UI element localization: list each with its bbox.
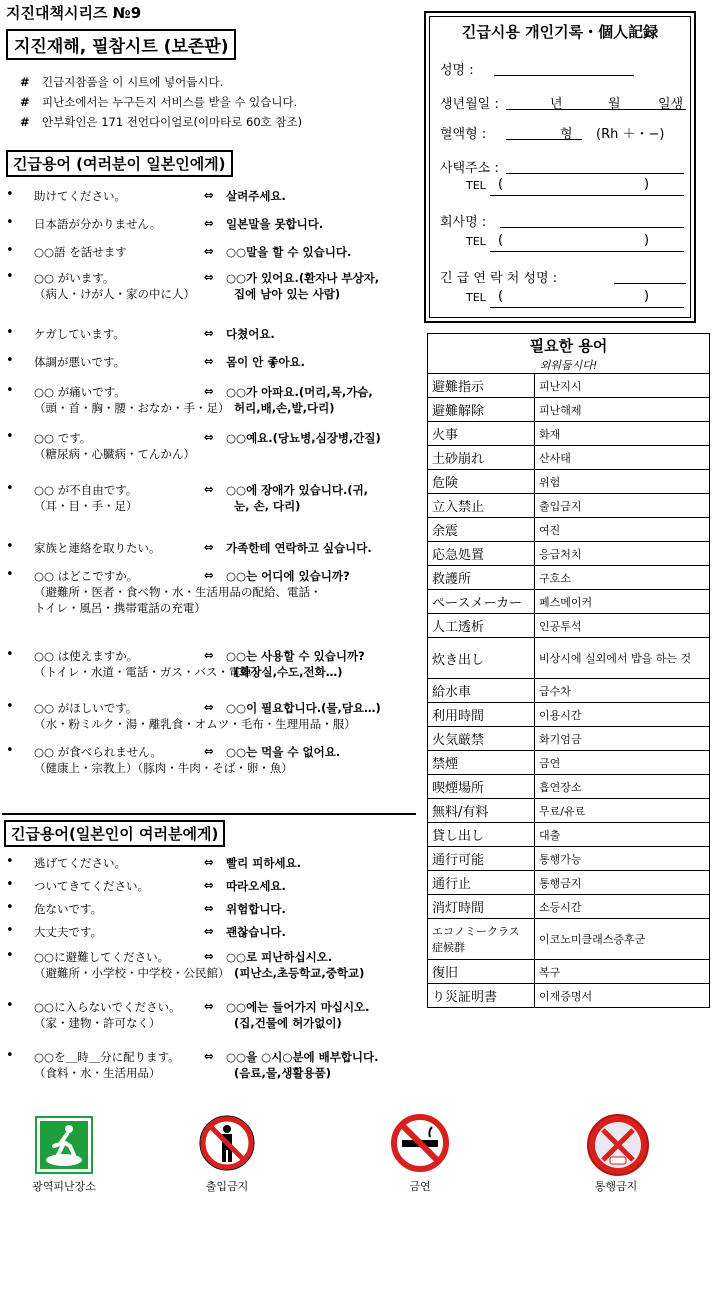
tel-label: TEL (466, 291, 486, 304)
term-korean: 응급처치 (535, 542, 710, 566)
phrase-japanese: 家族と連絡を取りたい。 (34, 541, 161, 555)
phrase-korean: 몸이 안 좋아요. (226, 355, 306, 369)
page-title: 지진재해, 필참시트 (보존판) (6, 29, 236, 60)
phrase-japanese: ○○ はどこですか。 (34, 569, 139, 583)
bullet-icon: • (6, 481, 14, 496)
term-korean: 화기엄금 (535, 727, 710, 751)
phrase-japanese: ○○ がほしいです。 (34, 701, 138, 715)
table-row (428, 919, 710, 960)
birth-year-label: 년 (550, 97, 563, 112)
phrase-japanese: ○○ が不自由です。 (34, 483, 138, 497)
term-korean: 위험 (535, 470, 710, 494)
blood-label: 혈액형 : (440, 127, 487, 142)
term-japanese: 立入禁止 (428, 494, 535, 518)
phrase-japanese: ○○に避難してください。 (34, 950, 170, 964)
phrase-japanese: ○○に入らないでください。 (34, 1000, 181, 1014)
divider (2, 813, 416, 815)
arrow-icon: ⇔ (204, 482, 214, 496)
phrase-korean: ○○예요.(당뇨병,심장병,간질) (226, 431, 381, 445)
phrase-japanese: ○○ です。 (34, 431, 92, 445)
phrase-korean: 일본말을 못합니다. (226, 217, 324, 231)
table-row (428, 374, 710, 398)
phrase-korean: ○○는 먹을 수 없어요. (226, 745, 341, 759)
phrase-korean: 다쳤어요. (226, 327, 275, 341)
term-japanese: 通行可能 (428, 847, 535, 871)
phrase-japanese: 日本語が分かりません。 (34, 217, 162, 231)
table-row (428, 446, 710, 470)
term-korean: 산사태 (535, 446, 710, 470)
address-label: 사택주소 : (440, 161, 499, 176)
phrase-korean: 살려주세요. (226, 189, 286, 203)
phrase-korean: ○○에 장애가 있습니다.(귀, (226, 483, 369, 497)
phrase-japanese-detail: （病人・けが人・家の中に人） (34, 287, 195, 301)
bullet-icon: • (6, 699, 14, 714)
term-japanese: 避難解除 (428, 398, 535, 422)
term-japanese: 余震 (428, 518, 535, 542)
section1-title: 긴급용어 (여러분이 일본인에게) (6, 150, 233, 177)
bullet-icon: • (6, 215, 14, 230)
evacuation-area-label: 광역피난장소 (32, 1180, 96, 1193)
arrow-icon: ⇔ (204, 244, 214, 258)
phrase-japanese: ○○ がいます。 (34, 271, 115, 285)
no-smoking-label: 금연 (409, 1180, 431, 1193)
bullet-icon: • (6, 269, 14, 284)
record-title: 긴급시용 개인기록・個人記録 (461, 23, 659, 41)
bullet-icon: • (6, 187, 14, 202)
arrow-icon: ⇔ (204, 188, 214, 202)
bullet-icon: • (6, 900, 14, 915)
tel-paren: ( (498, 233, 504, 248)
phrase-korean-detail: (집,건물에 허가없이) (234, 1016, 342, 1030)
bullet-icon: • (6, 877, 14, 892)
birth-month-label: 월 (608, 97, 621, 112)
term-korean: 급수차 (535, 679, 710, 703)
table-row (428, 984, 710, 1008)
phrase-korean: ○○는 어디에 있습니까? (226, 569, 350, 583)
term-korean: 소등시간 (535, 895, 710, 919)
table-row (428, 494, 710, 518)
tel-paren: ( (498, 177, 504, 192)
term-korean: 비상시에 실외에서 밥을 하는 것 (535, 638, 710, 679)
phrase-japanese-detail: （トイレ・水道・電話・ガス・バス・電車） (34, 665, 264, 679)
term-korean: 금연 (535, 751, 710, 775)
bullet-icon: • (6, 854, 14, 869)
tel-field[interactable] (490, 251, 684, 252)
phrase-korean: ○○이 필요합니다.(물,담요…) (226, 701, 381, 715)
term-korean: 화재 (535, 422, 710, 446)
table-row (428, 823, 710, 847)
term-korean: 흡연장소 (535, 775, 710, 799)
no-smoking-icon (390, 1113, 450, 1173)
term-korean: 통행금지 (535, 871, 710, 895)
bullet-icon: • (6, 353, 14, 368)
phrase-japanese-detail: （水・粉ミルク・湯・離乳食・オムツ・毛布・生理用品・服） (34, 717, 356, 731)
arrow-icon: ⇔ (204, 1049, 214, 1063)
term-japanese: 救護所 (428, 566, 535, 590)
table-row (428, 518, 710, 542)
phrase-japanese-detail: （食料・水・生活用品） (34, 1066, 161, 1080)
table-row (428, 775, 710, 799)
term-korean: 피난지시 (535, 374, 710, 398)
phrase-korean: ○○는 사용할 수 있습니까? (226, 649, 365, 663)
birth-label: 생년월일 : (440, 97, 499, 112)
tel-paren: ( (498, 289, 504, 304)
term-korean: 인공투석 (535, 614, 710, 638)
arrow-icon: ⇔ (204, 901, 214, 915)
table-row (428, 799, 710, 823)
phrase-japanese-detail: （糖尿病・心臓病・てんかん） (34, 447, 195, 461)
arrow-icon: ⇔ (204, 700, 214, 714)
table-row (428, 679, 710, 703)
table-row (428, 422, 710, 446)
arrow-icon: ⇔ (204, 540, 214, 554)
term-japanese: 喫煙場所 (428, 775, 535, 799)
arrow-icon: ⇔ (204, 648, 214, 662)
note-item: # 안부확인은 171 전언다이얼로(이마타로 60호 참조) (20, 115, 303, 129)
term-korean: 통행가능 (535, 847, 710, 871)
name-field[interactable] (494, 75, 634, 76)
phrase-korean: ○○을 ○시○분에 배부합니다. (226, 1050, 379, 1064)
terms-title: 필요한 용어 (428, 334, 710, 358)
term-japanese: ペースメーカー (428, 590, 535, 614)
phrase-korean: ○○말을 할 수 있습니다. (226, 245, 352, 259)
term-japanese: 土砂崩れ (428, 446, 535, 470)
rh-label: (Rh ＋・−) (596, 127, 665, 142)
bullet-icon: • (6, 647, 14, 662)
term-japanese: 火気厳禁 (428, 727, 535, 751)
bullet-icon: • (6, 325, 14, 340)
no-entry-label: 출입금지 (205, 1180, 249, 1193)
evacuation-area-icon (34, 1115, 94, 1175)
arrow-icon: ⇔ (204, 924, 214, 938)
phrase-japanese: ○○ が痛いです。 (34, 385, 126, 399)
table-row (428, 542, 710, 566)
no-passage-label: 통행금지 (594, 1180, 638, 1193)
bullet-icon: • (6, 948, 14, 963)
arrow-icon: ⇔ (204, 354, 214, 368)
tel-field[interactable] (490, 307, 684, 308)
phrase-korean-detail: (피난소,초등학교,중학교) (234, 966, 365, 980)
term-korean: 대출 (535, 823, 710, 847)
arrow-icon: ⇔ (204, 216, 214, 230)
table-row (428, 590, 710, 614)
arrow-icon: ⇔ (204, 270, 214, 284)
blood-type-label: 형 (560, 127, 573, 142)
table-row (428, 638, 710, 679)
phrase-japanese-detail: （頭・首・胸・腰・おなか・手・足） (34, 401, 230, 415)
term-korean: 무료/유료 (535, 799, 710, 823)
phrase-japanese: ケガしています。 (34, 327, 125, 341)
term-korean: 복구 (535, 960, 710, 984)
phrase-japanese: ○○語 を話せます (34, 245, 127, 259)
arrow-icon: ⇔ (204, 999, 214, 1013)
phrase-japanese-detail: （避難所・医者・食べ物・水・生活用品の配給、電話・ (34, 585, 322, 599)
term-japanese: 貸し出し (428, 823, 535, 847)
bullet-icon: • (6, 923, 14, 938)
phrase-japanese-detail: （健康上・宗教上）（豚肉・牛肉・そば・卵・魚） (34, 761, 293, 775)
term-japanese: 給水車 (428, 679, 535, 703)
term-korean: 페스메이커 (535, 590, 710, 614)
phrase-japanese: 助けてください。 (34, 189, 126, 203)
term-korean: 이용시간 (535, 703, 710, 727)
emergency-contact-label: 긴 급 연 락 처 성명 : (440, 271, 558, 286)
terms-table (427, 333, 710, 1008)
phrase-japanese: ○○ が食べられません。 (34, 745, 162, 759)
company-label: 회사명 : (440, 215, 487, 230)
term-japanese: 復旧 (428, 960, 535, 984)
arrow-icon: ⇔ (204, 568, 214, 582)
phrase-japanese: 大丈夫です。 (34, 925, 103, 939)
table-row (428, 703, 710, 727)
term-japanese: り災証明書 (428, 984, 535, 1008)
table-row (428, 960, 710, 984)
phrase-korean: ○○에는 들어가지 마십시오. (226, 1000, 370, 1014)
term-japanese: 人工透析 (428, 614, 535, 638)
phrase-korean: 빨리 피하세요. (226, 856, 302, 870)
phrase-japanese: ○○を＿時＿分に配ります。 (34, 1050, 180, 1064)
phrase-japanese: 体調が悪いです。 (34, 355, 126, 369)
term-korean: 여진 (535, 518, 710, 542)
table-row (428, 614, 710, 638)
name-label: 성명 : (440, 63, 474, 78)
series-title: 지진대책시리즈 №9 (6, 4, 142, 22)
table-row (428, 727, 710, 751)
tel-paren: ) (644, 177, 650, 192)
bullet-icon: • (6, 429, 14, 444)
bullet-icon: • (6, 383, 14, 398)
term-korean: 이코노미클래스증후군 (535, 919, 710, 960)
phrase-korean-detail: (화장실,수도,전화…) (234, 665, 343, 679)
notes-list (20, 72, 302, 132)
tel-label: TEL (466, 179, 486, 192)
term-japanese: 通行止 (428, 871, 535, 895)
phrase-korean-detail: (음료,물,생활용품) (234, 1066, 332, 1080)
terms-subtitle: 외워둡시다! (428, 357, 710, 374)
bullet-icon: • (6, 243, 14, 258)
phrase-korean: ○○가 아파요.(머리,목,가슴, (226, 385, 373, 399)
phrase-korean: 위험합니다. (226, 902, 286, 916)
phrase-japanese-detail: トイレ・風呂・携帯電話の充電） (34, 601, 206, 615)
table-row (428, 566, 710, 590)
phrase-japanese: ついてきてください。 (34, 879, 149, 893)
phrase-korean-detail: 집에 남아 있는 사람) (234, 287, 341, 301)
note-item: # 피난소에서는 누구든지 서비스를 받을 수 있습니다. (20, 95, 298, 109)
phrase-japanese: ○○ は使えますか。 (34, 649, 139, 663)
phrase-korean-detail: 눈, 손, 다리) (234, 499, 301, 513)
section2-title: 긴급용어(일본인이 여러분에게) (4, 820, 225, 847)
term-korean: 구호소 (535, 566, 710, 590)
term-japanese: 利用時間 (428, 703, 535, 727)
phrase-japanese: 逃げてください。 (34, 856, 126, 870)
bullet-icon: • (6, 1048, 14, 1063)
arrow-icon: ⇔ (204, 326, 214, 340)
table-row (428, 871, 710, 895)
term-korean: 피난해제 (535, 398, 710, 422)
term-japanese: 火事 (428, 422, 535, 446)
arrow-icon: ⇔ (204, 949, 214, 963)
table-row (428, 398, 710, 422)
bullet-icon: • (6, 743, 14, 758)
arrow-icon: ⇔ (204, 384, 214, 398)
phrase-korean: 따라오세요. (226, 879, 286, 893)
phrase-japanese-detail: （耳・目・手・足） (34, 499, 138, 513)
term-japanese: 危険 (428, 470, 535, 494)
term-korean: 출입금지 (535, 494, 710, 518)
term-japanese: 無料/有料 (428, 799, 535, 823)
no-passage-icon (586, 1113, 646, 1173)
no-entry-icon (197, 1113, 257, 1173)
bullet-icon: • (6, 567, 14, 582)
company-field[interactable] (500, 227, 684, 228)
table-row (428, 470, 710, 494)
term-japanese: 炊き出し (428, 638, 535, 679)
phrase-korean-detail: 허리,배,손,발,다리) (234, 401, 335, 415)
emergency-name-field[interactable] (614, 283, 686, 284)
birth-day-label: 일생 (658, 97, 684, 112)
tel-label: TEL (466, 235, 486, 248)
term-japanese: 禁煙 (428, 751, 535, 775)
term-japanese: 消灯時間 (428, 895, 535, 919)
table-row (428, 751, 710, 775)
tel-paren: ) (644, 233, 650, 248)
section2-phrase-list (6, 855, 421, 1095)
phrase-korean: ○○로 피난하십시오. (226, 950, 333, 964)
note-item: # 긴급지참품을 이 시트에 넣어둡시다. (20, 75, 224, 89)
bullet-icon: • (6, 539, 14, 554)
phrase-korean: 괜찮습니다. (226, 925, 286, 939)
table-row (428, 895, 710, 919)
tel-paren: ) (644, 289, 650, 304)
phrase-korean: ○○가 있어요.(환자나 부상자, (226, 271, 380, 285)
phrase-japanese-detail: （家・建物・許可なく） (34, 1016, 161, 1030)
arrow-icon: ⇔ (204, 878, 214, 892)
table-row (428, 847, 710, 871)
bullet-icon: • (6, 998, 14, 1013)
arrow-icon: ⇔ (204, 430, 214, 444)
arrow-icon: ⇔ (204, 855, 214, 869)
term-japanese: エコノミークラス症候群 (428, 919, 535, 960)
term-japanese: 避難指示 (428, 374, 535, 398)
personal-record-box (424, 11, 696, 323)
tel-field[interactable] (490, 195, 684, 196)
arrow-icon: ⇔ (204, 744, 214, 758)
phrase-korean: 가족한테 연락하고 싶습니다. (226, 541, 372, 555)
term-japanese: 応急処置 (428, 542, 535, 566)
address-field[interactable] (506, 173, 684, 174)
section1-phrase-list (6, 188, 421, 808)
term-korean: 이재증명서 (535, 984, 710, 1008)
phrase-japanese-detail: （避難所・小学校・中学校・公民館） (34, 966, 230, 980)
phrase-japanese: 危ないです。 (34, 902, 103, 916)
